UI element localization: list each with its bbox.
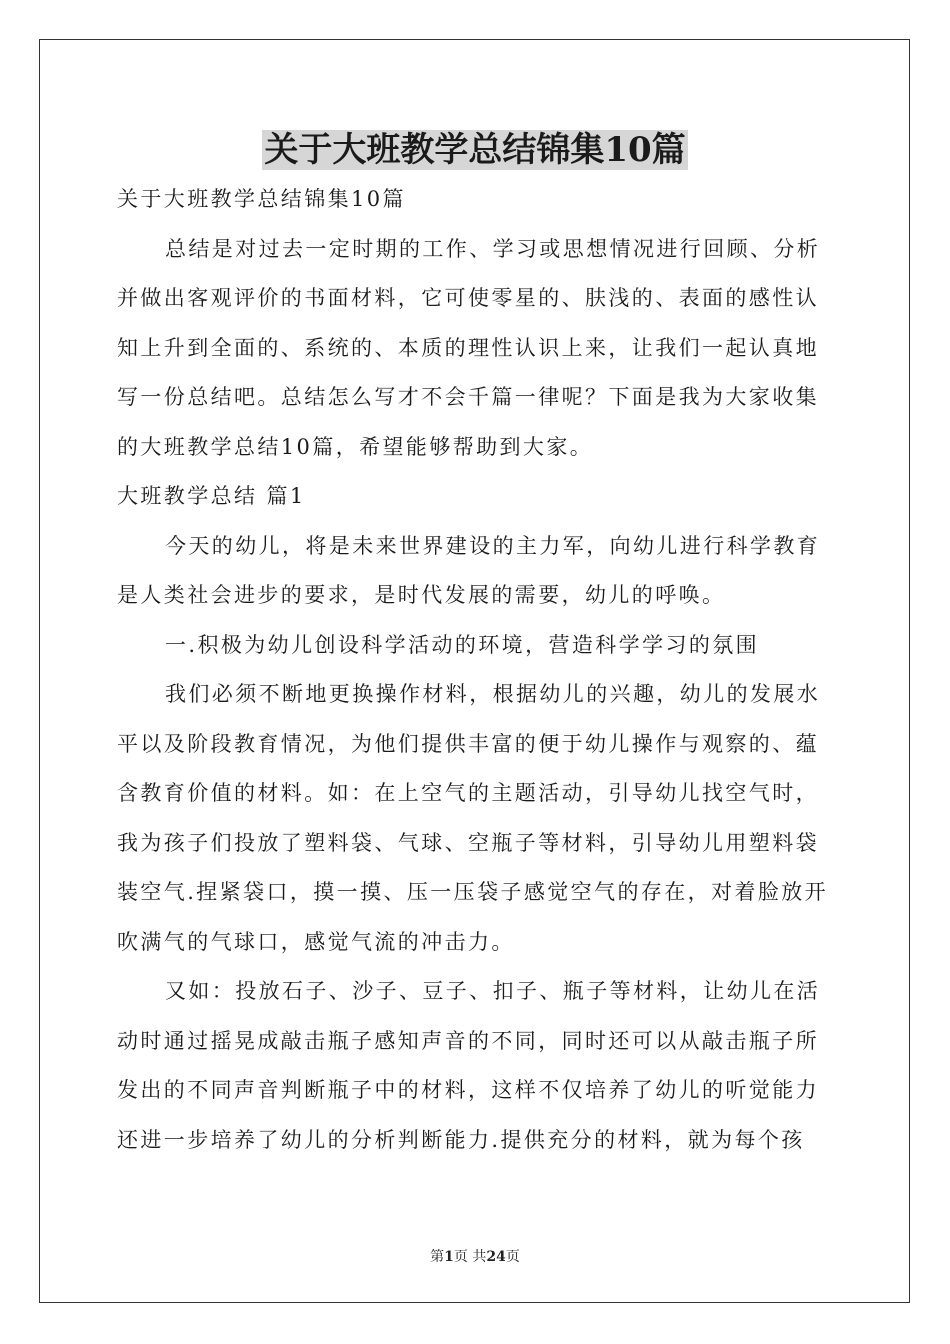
- page-footer: [0, 1246, 950, 1266]
- page-suffix: 页: [505, 1249, 520, 1265]
- body-paragraph: 我们必须不断地更换操作材料，根据幼儿的兴趣，幼儿的发展水平以及阶段教育情况，为他们提供丰富的便于幼儿操作与观察的、蕴含教育价值的材料。如：在上空气的主题活动，引导幼儿找空气时，我为孩子们投放了塑料袋、气球、空瓶子等材料，引导幼儿用塑料袋装空气.捏紧袋口，摸一摸、压一压袋子感觉空气的存在，对着脸放开吹满气的气球口，感觉气流的冲击力。: [117, 682, 829, 954]
- page-mid: 页 共: [453, 1249, 487, 1265]
- point-heading: 一.积极为幼儿创设科学活动的环境，营造科学学习的氛围: [165, 632, 760, 657]
- document-title-text: 关于大班教学总结锦集10篇: [264, 130, 686, 170]
- body-paragraph: 今天的幼儿，将是未来世界建设的主力军，向幼儿进行科学教育是人类社会进步的要求，是时代发展的需要，幼儿的呼唤。: [117, 533, 821, 607]
- page-current: 1: [444, 1249, 454, 1265]
- document-title: [0, 125, 950, 175]
- document-body: [117, 175, 835, 1165]
- page-total: 24: [486, 1249, 506, 1265]
- section-heading: 大班教学总结 篇1: [117, 484, 306, 508]
- subtitle-line: 关于大班教学总结锦集10篇: [117, 187, 406, 211]
- intro-paragraph: 总结是对过去一定时期的工作、学习或思想情况进行回顾、分析并做出客观评价的书面材料，它可使零星的、肤浅的、表面的感性认知上升到全面的、系统的、本质的理性认识上来，让我们一起认真地写一份总结吧。总结怎么写才不会千篇一律呢？下面是我为大家收集的大班教学总结10篇，希望能够帮助到大家。: [117, 236, 821, 459]
- body-paragraph: 又如：投放石子、沙子、豆子、扣子、瓶子等材料，让幼儿在活动时通过摇晃成敲击瓶子感知声音的不同，同时还可以从敲击瓶子所发出的不同声音判断瓶子中的材料，这样不仅培养了幼儿的听觉能力还进一步培养了幼儿的分析判断能力.提供充分的材料，就为每个孩: [117, 979, 821, 1152]
- page-prefix: 第: [430, 1249, 445, 1265]
